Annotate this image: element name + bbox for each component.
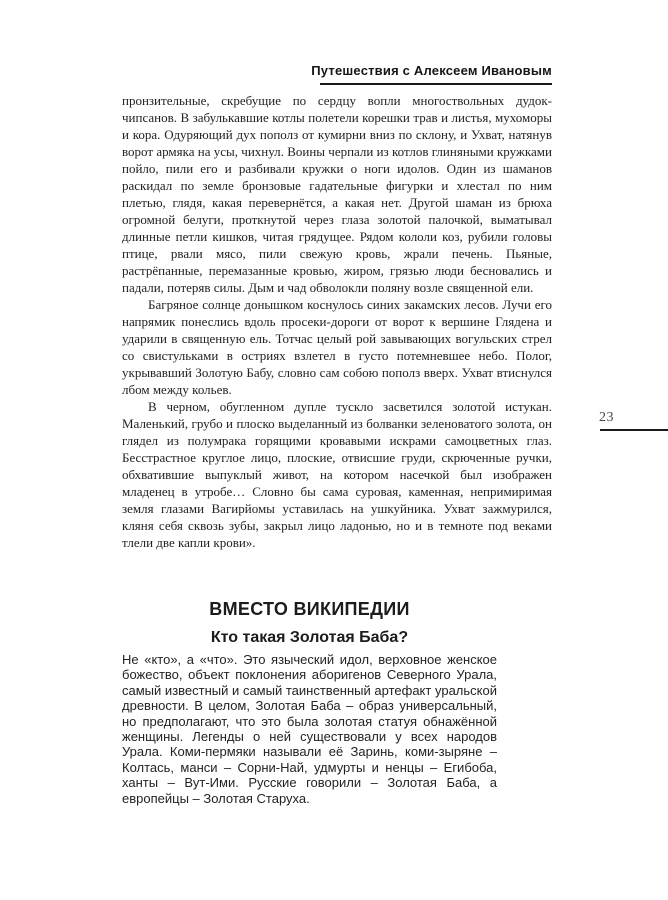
book-excerpt <box>122 92 552 551</box>
page-number: 23 <box>599 410 614 425</box>
header-rule <box>320 83 552 85</box>
excerpt-paragraph: Багряное солнце донышком коснулось синих закамских лесов. Лучи его напрямик понеслись вдоль просеки-дороги от ворот к вершине Глядена и ударили в священную ель. Тотчас целый рой завывающих вогульских стрел со свистульками в остриях взлетел в густо потемневшее небо. Полог, укрывавший Золотую Бабу, словно сам собою пополз вверх. Ухват втиснулся лбом между кольев. <box>122 297 552 397</box>
wiki-paragraph: Не «кто», а «что». Это языческий идол, верховное женское божество, объект поклонения аборигенов Северного Урала, самый известный и самый таинственный артефакт уральской древности. В целом, Золотая Баба – образ универсальный, но предполагают, что это была золотая статуя обнажённой женщины. Легенды о ней существовали у всех народов Урала. Коми-пермяки называли её Заринь, коми-зыряне – Колтась, манси – Сорни-Най, удмурты и ненцы – Егибоба, ханты – Вут-Ими. Русские говорили – Золотая Баба, а европейцы – Золотая Старуха. <box>122 652 497 806</box>
page-number-rule <box>600 429 668 431</box>
running-header-title: Путешествия с Алексеем Ивановым <box>311 63 552 78</box>
excerpt-paragraph: В черном, обугленном дупле тускло засветился золотой истукан. Маленький, грубо и плоско выделанный из болванки зеленоватого золота, он глядел из полумрака горящими кровавыми искрами самоцветных глаз. Бесстрастное круглое лицо, плоские, отвисшие груди, скрюченные ручки, обхватившие выпуклый живот, на котором насечкой был изображен младенец в утробе… Словно бы сама суровая, каменная, непримиримая земля глазами Вагирйомы уставилась на ушкуйника. Ухват зажмурился, кляня себя сквозь зубы, закрыл лицо ладонью, но и в темноте под веками тлели две капли крови». <box>122 399 552 550</box>
section-subtitle: Кто такая Золотая Баба? <box>210 629 409 646</box>
excerpt-paragraph: пронзительные, скребущие по сердцу вопли многоствольных дудок-чипсанов. В забулькавшие котлы полетели корешки трав и листья, мухоморы и кора. Одуряющий дух пополз от кумирни вниз по склону, и Ухват, натянув ворот армяка на усы, чихнул. Воины черпали из котлов глиняными кружками пойло, пили его и разбивали кружки о ноги идолов. Один из шаманов раскидал по земле бронзовые гадательные фигурки и хлестал по ним плетью, глядя, какая перевернётся, а какая нет. Другой шаман из брюха огромной белуги, проткнутой через глаза золотой палочкой, выматывал длинные петли кишков, читая грядущее. Рядом кололи коз, рубили головы птице, рвали мясо, пили свежую кровь, жрали печень. Пьяные, растрёпанные, перемазанные кровью, жиром, грязью люди бесновались и падали, потеряв силы. Дым и чад обволокли поляну возле священной ели. <box>122 93 552 295</box>
section-title: ВМЕСТО ВИКИПЕДИИ <box>209 599 410 619</box>
